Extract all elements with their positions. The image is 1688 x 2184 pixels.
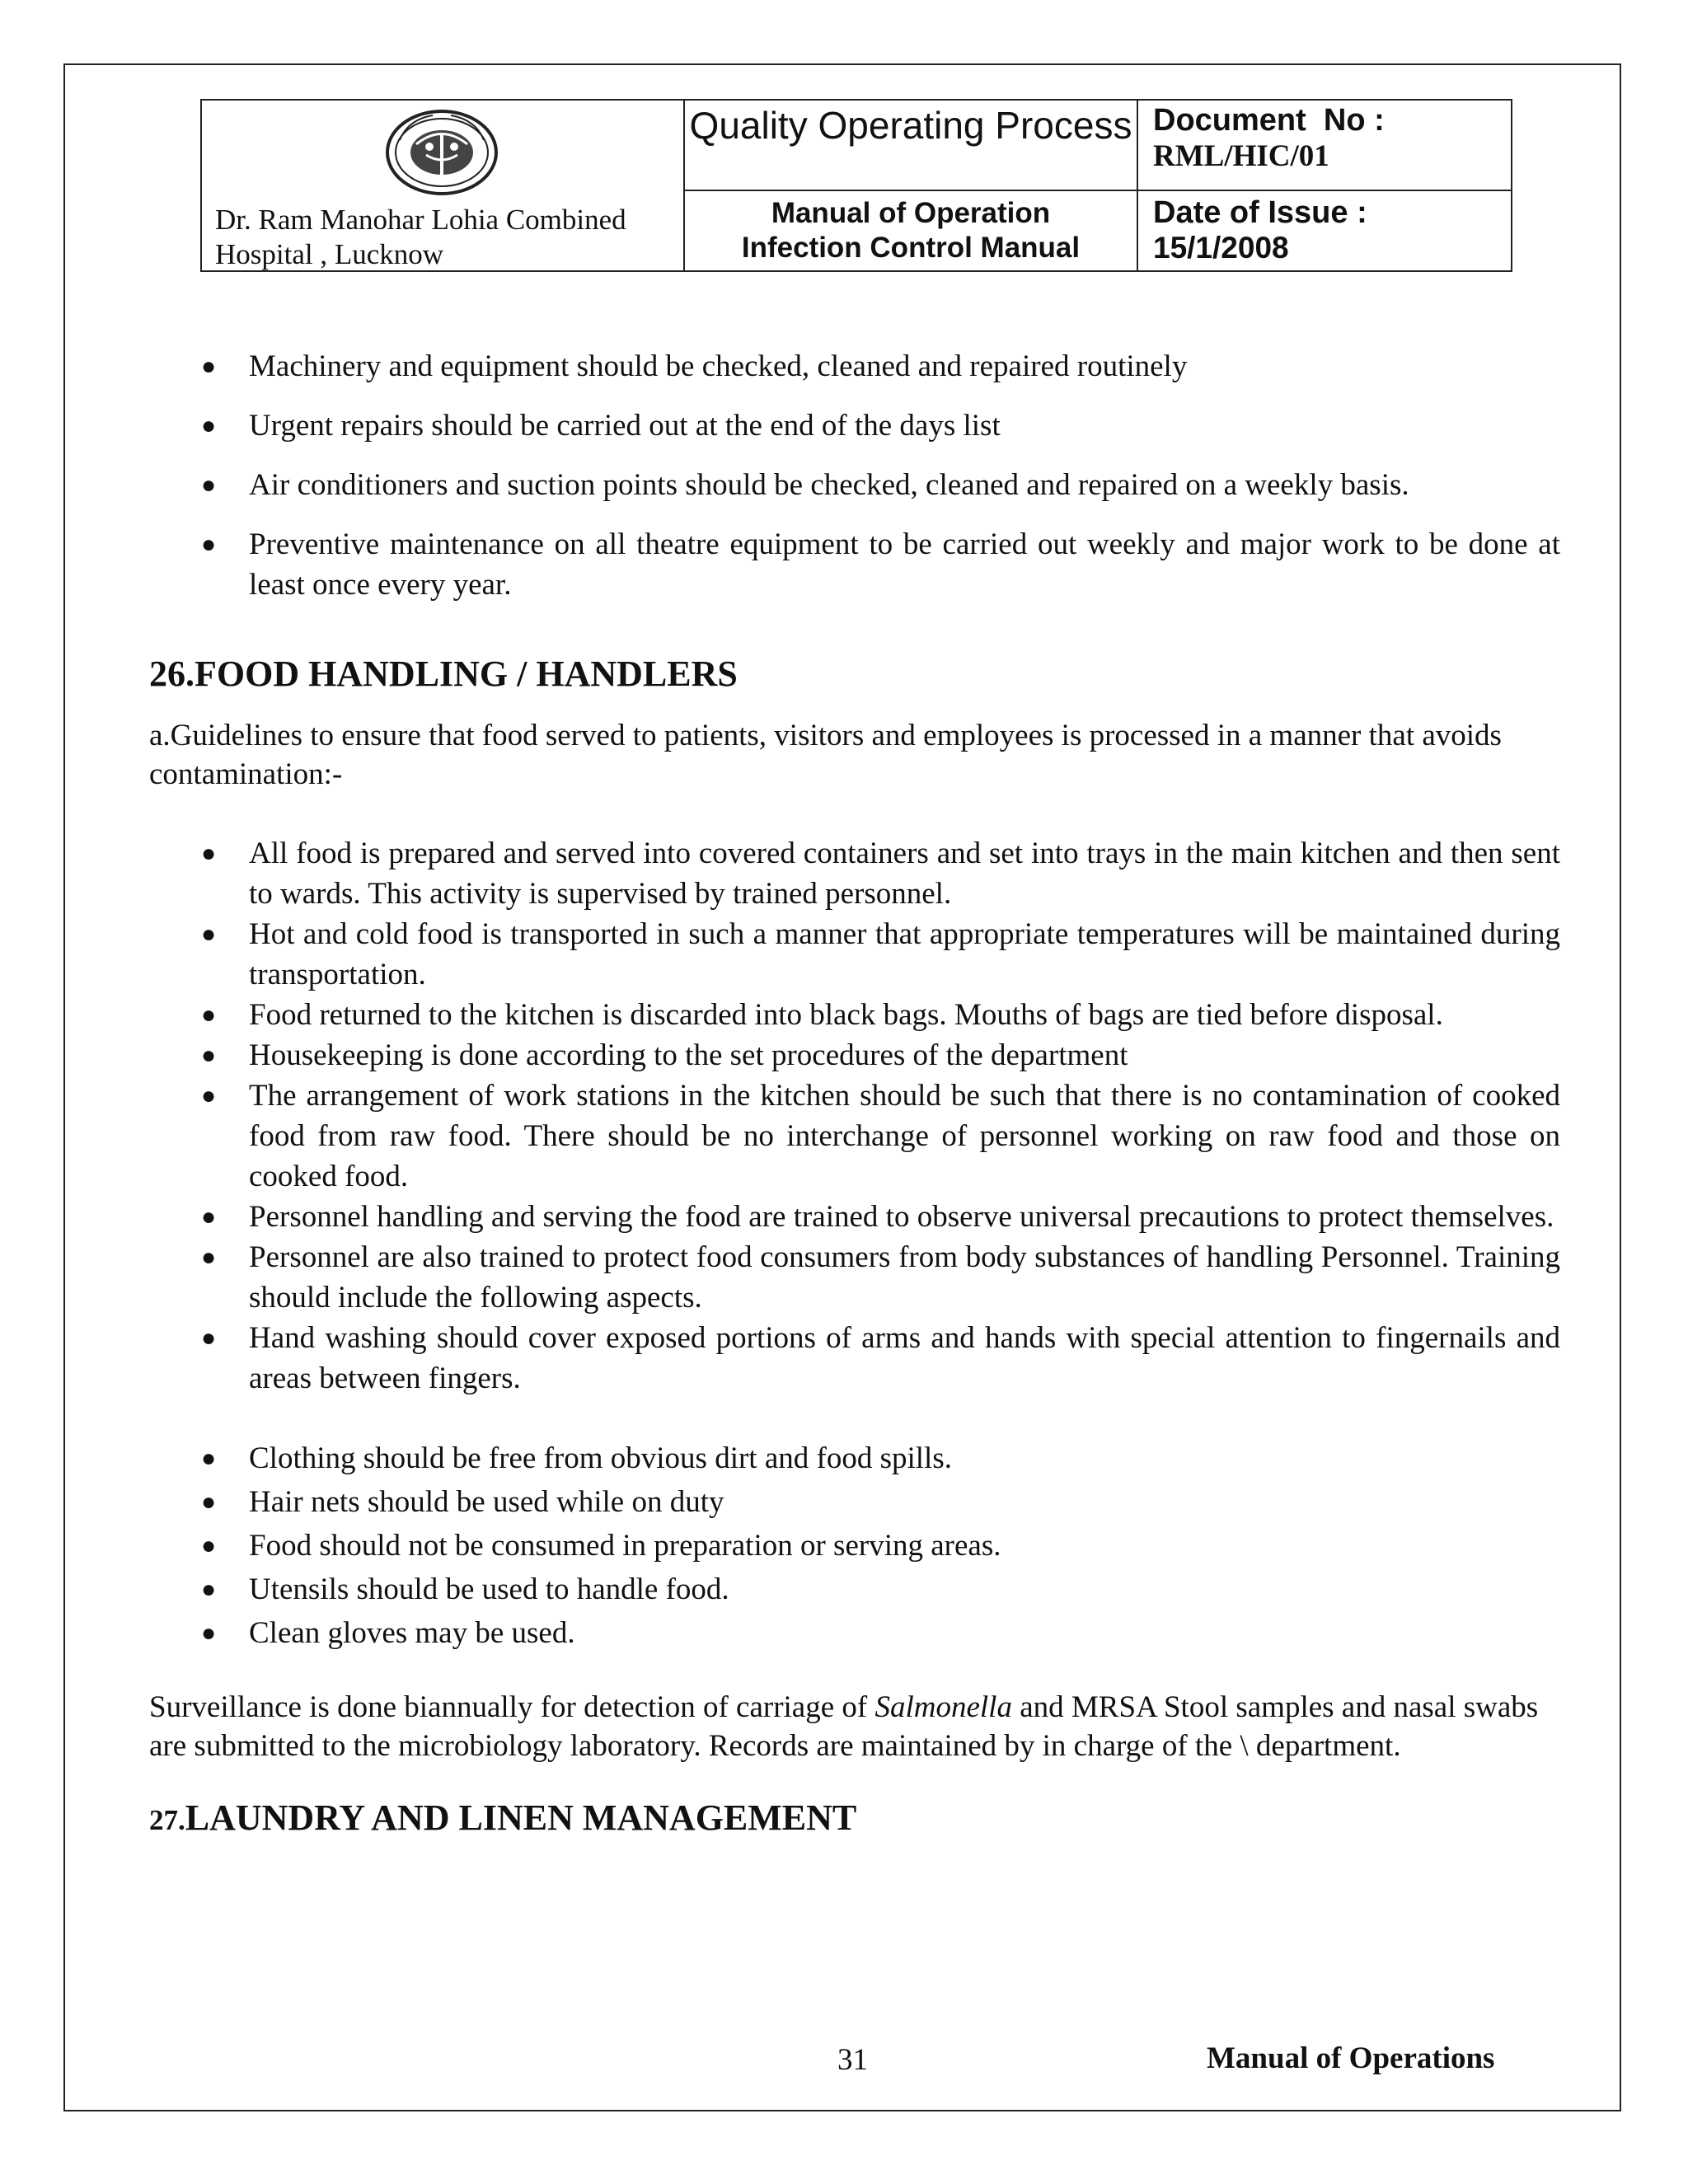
page-content (149, 346, 1560, 1839)
list-item: ● Air conditioners and suction points should be checked, cleaned and repaired on a weekly basis. (149, 465, 1560, 505)
bullet-icon: ● (201, 412, 217, 439)
hospital-cell (202, 101, 685, 270)
bullet-icon: ● (201, 1532, 217, 1559)
manual-title-line1: Manual of Operation (771, 197, 1051, 229)
bullet-icon: ● (201, 1244, 217, 1271)
bullet-icon: ● (201, 1488, 217, 1516)
bullet-icon: ● (201, 1203, 217, 1230)
footer-title: Manual of Operations (1207, 2041, 1495, 2075)
section-27-title: LAUNDRY AND LINEN MANAGEMENT (185, 1797, 857, 1838)
document-number-label: Document No : (1153, 103, 1385, 138)
food-guidelines-list (149, 833, 1560, 1399)
list-item: ● Urgent repairs should be carried out at the end of the days list (149, 405, 1560, 446)
bullet-icon: ● (201, 1619, 217, 1647)
process-title: Quality Operating Process (685, 101, 1138, 191)
bullet-icon: ● (201, 1324, 217, 1352)
date-of-issue-cell (1138, 191, 1511, 270)
section-26-intro: a.Guidelines to ensure that food served to patients, visitors and employees is processed in a manner that avoids contamination:- (149, 719, 1502, 791)
bullet-icon: ● (201, 1042, 217, 1069)
list-item: ● Preventive maintenance on all theatre equipment to be carried out weekly and major work to be done at least once every year. (149, 524, 1560, 605)
manual-title (685, 191, 1138, 270)
document-number-cell (1138, 101, 1511, 191)
list-item: ● Housekeeping is done according to the set procedures of the department (149, 1035, 1560, 1076)
list-item: ● Machinery and equipment should be checked, cleaned and repaired routinely (149, 346, 1560, 387)
maintenance-list (149, 346, 1560, 605)
bullet-icon: ● (201, 1445, 217, 1472)
section-27-heading (149, 1797, 1560, 1839)
list-item: ● Food should not be consumed in preparation or serving areas. (149, 1524, 1560, 1568)
list-item: ● Clean gloves may be used. (149, 1611, 1560, 1655)
food-hygiene-list (149, 1436, 1560, 1655)
section-27-number: 27. (149, 1804, 185, 1836)
bullet-icon: ● (201, 353, 217, 380)
bullet-icon: ● (201, 1082, 217, 1109)
list-item: ● Hot and cold food is transported in such a manner that appropriate temperatures will be maintained during transportation. (149, 914, 1560, 995)
document-header-table (200, 99, 1512, 272)
bullet-icon: ● (201, 921, 217, 948)
bullet-icon: ● (201, 471, 217, 499)
bullet-icon: ● (201, 1001, 217, 1029)
surveillance-paragraph: Surveillance is done biannually for detection of carriage of Salmonella and MRSA Stool samples and nasal swabs are submitted to the microbiology laboratory. Records are maintained by in charge of the \ department. (149, 1690, 1539, 1763)
manual-title-line2: Infection Control Manual (741, 232, 1081, 264)
page-number: 31 (837, 2043, 868, 2077)
list-item: ● Utensils should be used to handle food. (149, 1568, 1560, 1611)
bullet-icon: ● (201, 840, 217, 867)
hospital-name: Dr. Ram Manohar Lohia Combined Hospital , Lucknow (215, 204, 626, 270)
list-item: ● All food is prepared and served into covered containers and set into trays in the main kitchen and then sent to wards. This activity is supervised by trained personnel. (149, 833, 1560, 914)
document-number-value: RML/HIC/01 (1153, 139, 1329, 173)
list-item: ● The arrangement of work stations in the kitchen should be such that there is no contamination of cooked food from raw food. There should be no interchange of personnel working on raw food and those on cooked food. (149, 1076, 1560, 1197)
list-item: ● Personnel handling and serving the food are trained to observe universal precautions to protect themselves. (149, 1197, 1560, 1237)
state-emblem-logo (383, 107, 500, 198)
date-of-issue-value: 15/1/2008 (1153, 231, 1289, 265)
bullet-icon: ● (201, 531, 217, 558)
list-item: ● Hair nets should be used while on duty (149, 1480, 1560, 1524)
list-item: ● Food returned to the kitchen is discarded into black bags. Mouths of bags are tied before disposal. (149, 995, 1560, 1035)
bullet-icon: ● (201, 1576, 217, 1603)
list-item: ● Personnel are also trained to protect food consumers from body substances of handling Personnel. Training should include the following aspects. (149, 1237, 1560, 1318)
date-of-issue-label: Date of Issue : (1153, 195, 1367, 230)
section-26-heading: 26.FOOD HANDLING / HANDLERS (149, 654, 738, 694)
list-item: ● Hand washing should cover exposed portions of arms and hands with special attention to fingernails and areas between fingers. (149, 1318, 1560, 1399)
list-item: ● Clothing should be free from obvious dirt and food spills. (149, 1436, 1560, 1480)
